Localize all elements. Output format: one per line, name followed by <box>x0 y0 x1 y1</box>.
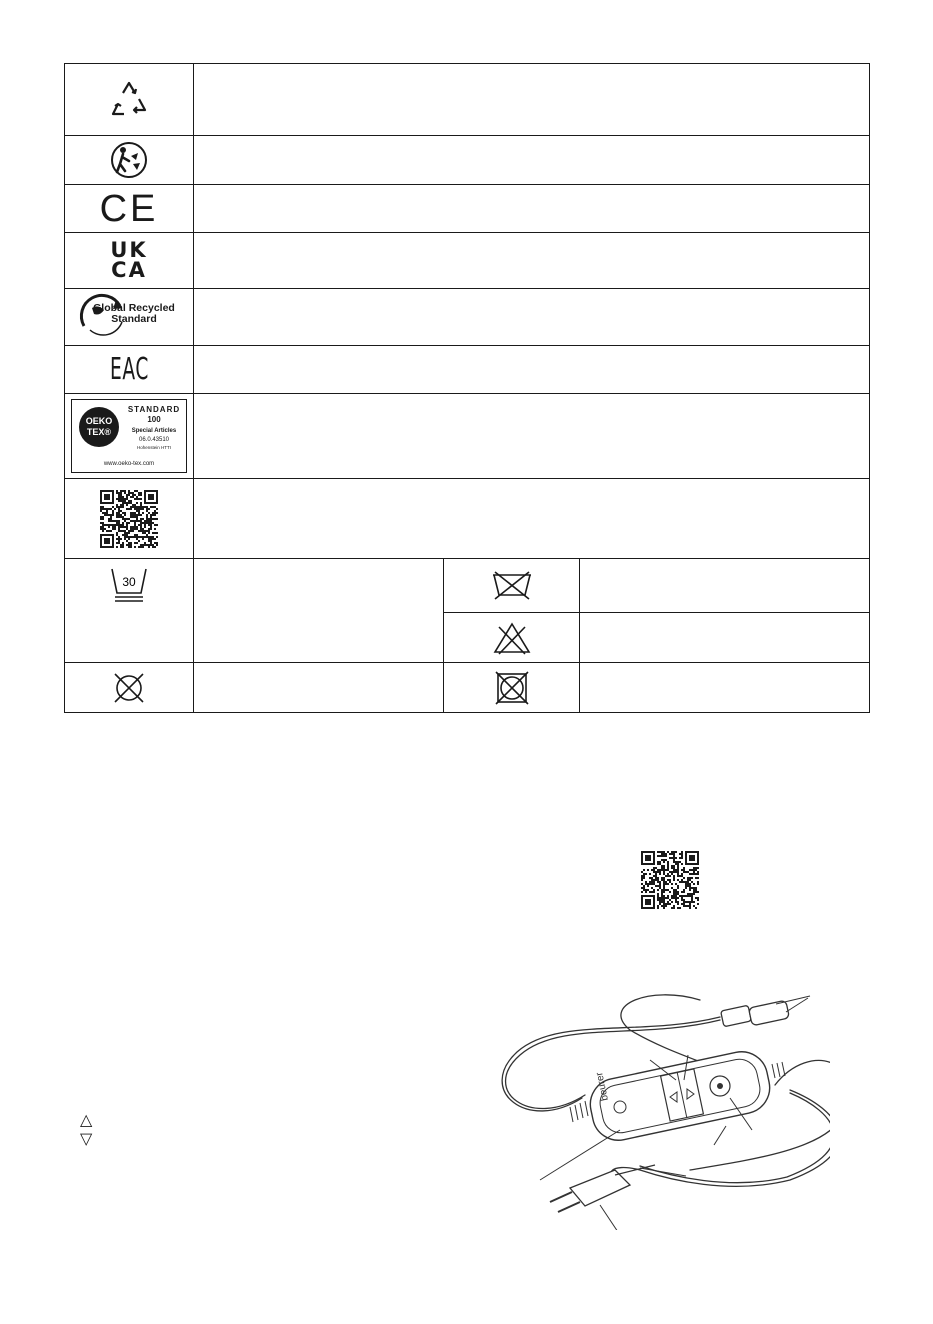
ce-mark-icon: CE <box>99 187 159 230</box>
arrow-legend <box>80 1110 92 1148</box>
ukca-line-ca: CA <box>111 257 147 282</box>
symbols-table <box>64 63 870 713</box>
symbol-cell <box>65 136 194 185</box>
eac-mark-icon: EAC <box>109 351 149 387</box>
ukca-mark-icon <box>110 237 148 282</box>
device-connector <box>721 996 810 1027</box>
global-recycled-standard-logo <box>76 292 182 338</box>
symbol-cell <box>444 663 580 713</box>
symbol-cell <box>65 394 194 479</box>
symbol-cell <box>65 289 194 346</box>
symbol-row <box>65 233 870 289</box>
oeko-certificate-number: 06.0.43510 <box>138 437 170 443</box>
symbol-cell <box>65 64 194 136</box>
care-row <box>65 559 870 613</box>
mains-plug <box>550 1165 655 1212</box>
oeko-badge-line-1: OEKO <box>85 416 113 426</box>
symbol-cell <box>65 233 194 289</box>
grs-line-2: Standard <box>111 312 157 325</box>
symbol-cell <box>65 346 194 394</box>
symbol-cell <box>444 559 580 613</box>
symbol-cell <box>65 479 194 559</box>
description-cell <box>194 185 870 233</box>
oeko-website: www.oeko-tex.com <box>103 461 155 467</box>
symbol-cell <box>444 613 580 663</box>
symbol-cell <box>65 185 194 233</box>
description-cell <box>194 233 870 289</box>
description-cell <box>580 613 870 663</box>
grs-line-1: Global Recycled <box>93 301 175 314</box>
description-cell <box>194 346 870 394</box>
description-cell <box>580 559 870 613</box>
no-machine-dry-icon <box>492 669 532 707</box>
description-cell <box>194 289 870 346</box>
description-cell <box>194 663 444 713</box>
oeko-category: Special Articles <box>131 428 177 434</box>
symbol-cell <box>65 663 194 713</box>
description-cell <box>194 394 870 479</box>
oeko-tex-label <box>71 399 187 473</box>
control-unit <box>570 1047 785 1145</box>
no-bleach-icon <box>491 621 533 655</box>
down-arrow-icon: ▽ <box>80 1129 93 1148</box>
tidyman-icon <box>109 140 149 180</box>
care-row <box>65 663 870 713</box>
no-dry-clean-icon <box>109 670 149 706</box>
wash-temperature: 30 <box>122 574 136 589</box>
qr-code-icon[interactable] <box>641 851 699 909</box>
symbol-row <box>65 394 870 479</box>
symbol-row <box>65 136 870 185</box>
description-cell <box>194 136 870 185</box>
up-arrow-icon: △ <box>80 1110 93 1129</box>
symbol-cell <box>65 559 194 663</box>
symbol-row <box>65 289 870 346</box>
oeko-institute: Hohenstein HTTI <box>136 445 171 450</box>
oeko-standard-number: 100 <box>147 415 161 424</box>
symbol-row <box>65 479 870 559</box>
oeko-tex-badge <box>79 407 119 447</box>
wash-30-icon <box>109 566 149 602</box>
brand-label: beurer <box>594 1071 611 1102</box>
symbol-row <box>65 346 870 394</box>
description-cell <box>580 663 870 713</box>
symbol-row <box>65 64 870 136</box>
ukca-line-uk: UK <box>110 237 148 262</box>
no-tumble-dry-icon <box>489 569 535 603</box>
oeko-badge-line-2: TEX® <box>86 427 112 437</box>
description-cell <box>194 559 444 663</box>
recycle-icon <box>106 79 152 121</box>
description-cell <box>194 479 870 559</box>
symbol-row <box>65 185 870 233</box>
controller-illustration <box>490 980 830 1230</box>
description-cell <box>194 64 870 136</box>
qr-code-icon <box>100 490 158 548</box>
oeko-standard: STANDARD <box>127 405 181 414</box>
